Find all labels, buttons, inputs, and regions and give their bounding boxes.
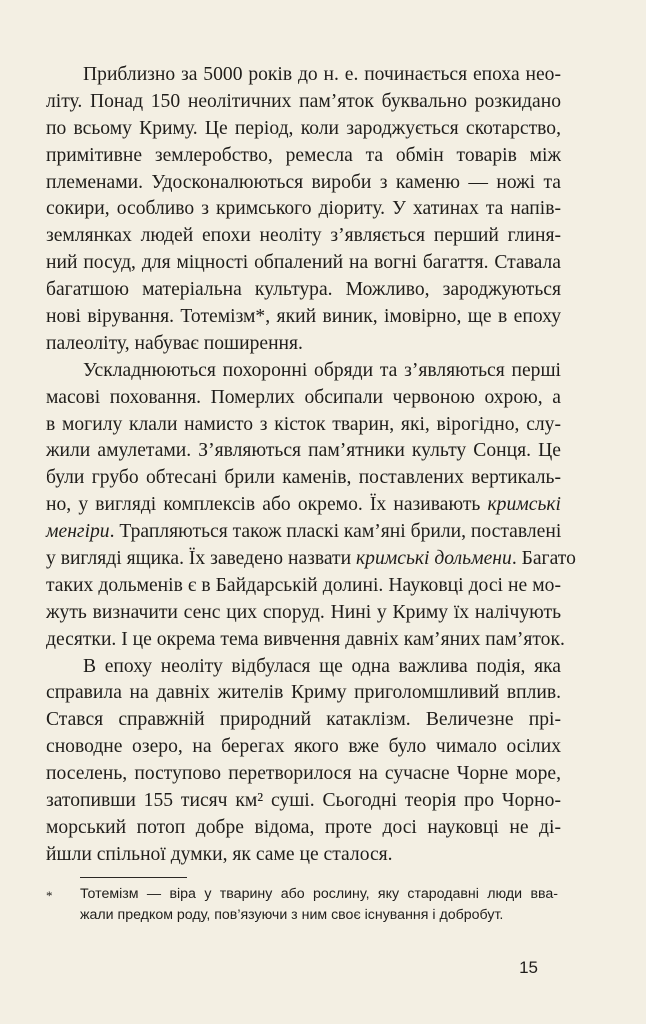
footnote-line: Тотемізм — віра у тварину або рослину, яку стародавні люди вва- [80, 886, 558, 902]
text-line: були грубо обтесані брили каменів, поставлених вертикаль- [46, 467, 561, 489]
text-line: ний посуд, для міцності обпалений на вогні багаття. Ставала [46, 252, 561, 274]
text-line: по всьому Криму. Це період, коли зароджується скотарство, [46, 117, 561, 139]
page-number: 15 [519, 958, 538, 977]
text-line: десятки. І це окрема тема вивчення давніх кам’яних пам’яток. [46, 628, 565, 650]
text-line: палеоліту, набуває поширення. [46, 332, 303, 354]
text-line: в могилу клали намисто з кісток тварин, які, вірогідно, слу- [46, 413, 561, 435]
text-line: морський потоп добре відома, проте досі науковці не ді- [46, 816, 561, 838]
text-line: йшли спільної думки, як саме це сталося. [46, 843, 393, 865]
text-segment: но, у вигляді комплексів або окремо. Їх називають [46, 494, 488, 516]
text-line: нові вірування. Тотемізм*, який виник, імовірно, ще в епоху [46, 306, 561, 328]
text-line: Ускладнюються похоронні обряди та з’являються перші [83, 359, 561, 381]
text-line: землянках людей епохи неоліту з’являється перший глиня- [46, 225, 561, 247]
italic-term: кримські [487, 494, 561, 516]
text-line: затопивши 155 тисяч км² суші. Сьогодні теорія про Чорно- [46, 790, 561, 812]
text-line-with-italic [46, 519, 561, 546]
footnote-line: жали предком роду, пов’язуючи з ним своє існування і добробут. [80, 907, 504, 923]
text-line: сокири, особливо з кримського діориту. У хатинах та напів- [46, 198, 561, 220]
text-line: В епоху неоліту відбулася ще одна важлива подія, яка [83, 655, 561, 677]
text-segment: . Багато [511, 548, 576, 570]
text-line: жуть визначити сенс цих споруд. Нині у Криму їх налічують [46, 601, 561, 623]
text-line: Приблизно за 5000 років до н. е. починається епоха нео- [83, 64, 561, 85]
text-line-with-italic [46, 492, 561, 519]
text-line-with-italic [46, 546, 576, 573]
text-segment: . Трапляються також пласкі кам’яні брили, поставлені [109, 521, 562, 543]
text-line: примітивне землеробство, ремесла та обмін товарів між [46, 144, 561, 166]
text-line: племенами. Удосконалюються вироби з каменю — ножі та [46, 171, 561, 193]
text-line: Стався справжній природний катаклізм. Величезне прі- [46, 709, 561, 731]
text-line: таких дольменів є в Байдарській долині. Науковці досі не мо- [46, 574, 561, 596]
italic-term: менгіри [46, 521, 110, 543]
body-text [46, 62, 576, 869]
text-line: жили амулетами. З’являються пам’ятники культу Сонця. Це [46, 440, 561, 462]
text-segment: у вигляді ящика. Їх заведено назвати [46, 548, 357, 570]
footnote [80, 884, 558, 926]
italic-term: кримські дольмени [356, 548, 512, 570]
footnote-divider [80, 877, 187, 878]
footnote-mark: * [46, 888, 53, 903]
text-line: літу. Понад 150 неолітичних пам’яток буквально розкидано [46, 90, 561, 112]
text-line: масові поховання. Померлих обсипали червоною охрою, а [46, 386, 561, 408]
text-line: справила на давніх жителів Криму приголомшливий вплив. [46, 682, 561, 704]
text-line: багатшою матеріальна культура. Можливо, зароджуються [46, 279, 561, 301]
text-line: поселень, поступово перетворилося на сучасне Чорне море, [46, 763, 561, 785]
text-line: сноводне озеро, на берегах якого вже було чимало осілих [46, 736, 561, 758]
